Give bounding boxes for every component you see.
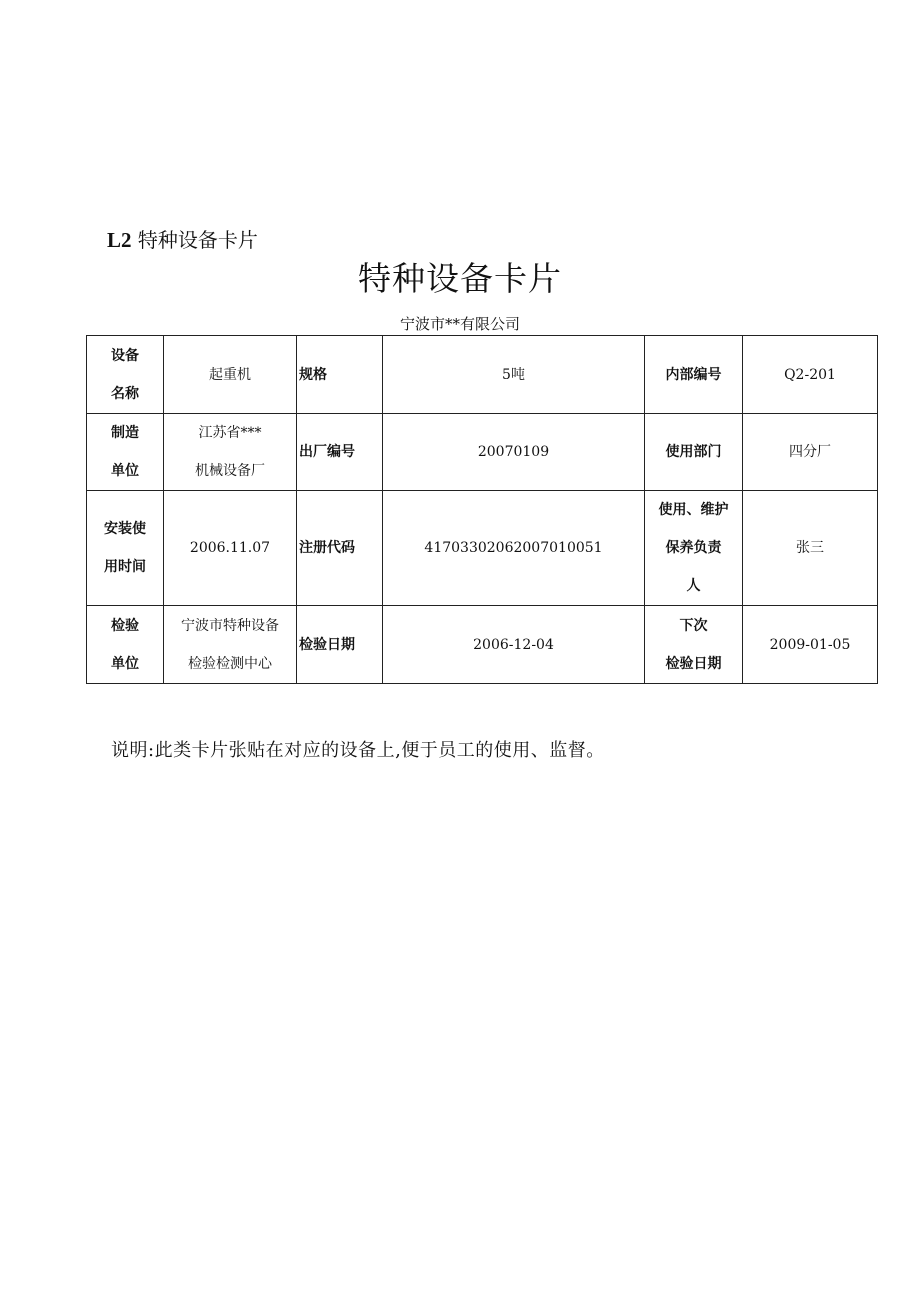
value-internal-number: Q2-201 xyxy=(743,336,878,414)
label-specification: 规格 xyxy=(297,336,383,414)
section-heading xyxy=(107,226,258,254)
label-next-inspection-date: 下次 检验日期 xyxy=(645,606,743,684)
label-equipment-name: 设备 名称 xyxy=(87,336,164,414)
value-registration-code: 41703302062007010051 xyxy=(383,491,645,606)
value-install-date: 2006.11.07 xyxy=(164,491,297,606)
value-next-inspection-date: 2009-01-05 xyxy=(743,606,878,684)
label-factory-number: 出厂编号 xyxy=(297,414,383,491)
value-inspection-date: 2006-12-04 xyxy=(383,606,645,684)
label-manufacturer: 制造 单位 xyxy=(87,414,164,491)
section-number: L2 xyxy=(107,228,132,252)
value-department: 四分厂 xyxy=(743,414,878,491)
label-install-date: 安装使 用时间 xyxy=(87,491,164,606)
table-row xyxy=(87,414,878,491)
table-row xyxy=(87,606,878,684)
equipment-card-table xyxy=(86,335,878,684)
value-equipment-name: 起重机 xyxy=(164,336,297,414)
company-name: 宁波市**有限公司 xyxy=(399,315,520,333)
value-manufacturer: 江苏省*** 机械设备厂 xyxy=(164,414,297,491)
explanation-note: 说明:此类卡片张贴在对应的设备上,便于员工的使用、监督。 xyxy=(111,740,605,761)
value-maintenance-owner: 张三 xyxy=(743,491,878,606)
value-inspection-unit: 宁波市特种设备 检验检测中心 xyxy=(164,606,297,684)
section-heading-text: 特种设备卡片 xyxy=(137,228,258,252)
label-inspection-date: 检验日期 xyxy=(297,606,383,684)
label-maintenance-owner: 使用、维护 保养负责 人 xyxy=(645,491,743,606)
value-specification: 5吨 xyxy=(383,336,645,414)
card-title: 特种设备卡片 xyxy=(358,259,562,298)
label-internal-number: 内部编号 xyxy=(645,336,743,414)
table-row xyxy=(87,336,878,414)
label-registration-code: 注册代码 xyxy=(297,491,383,606)
value-factory-number: 20070109 xyxy=(383,414,645,491)
label-department: 使用部门 xyxy=(645,414,743,491)
table-row xyxy=(87,491,878,606)
label-inspection-unit: 检验 单位 xyxy=(87,606,164,684)
